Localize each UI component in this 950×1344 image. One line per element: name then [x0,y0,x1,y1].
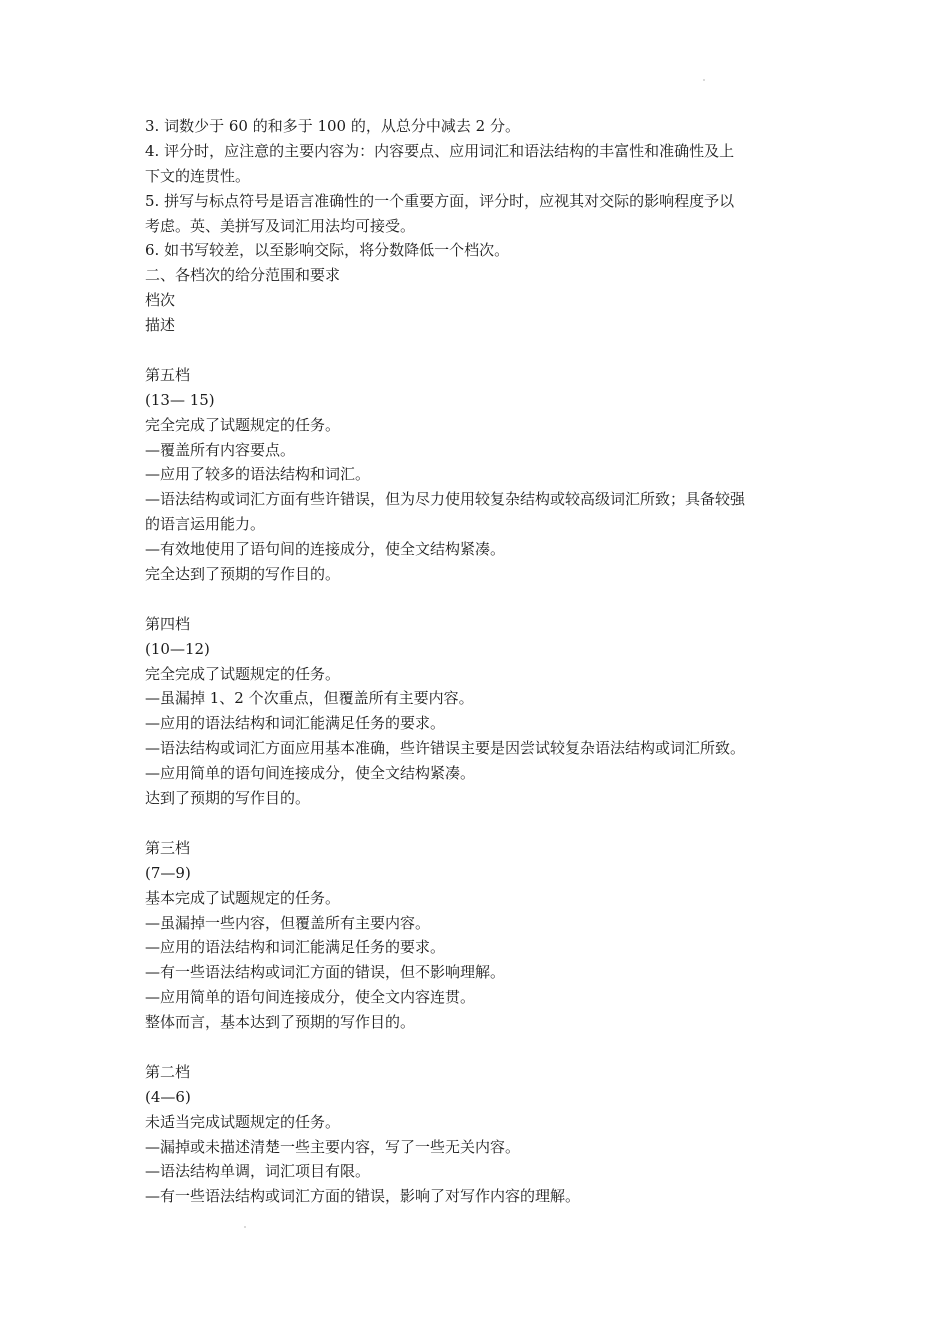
grade-line: —应用的语法结构和词汇能满足任务的要求。 [145,714,446,733]
grade-line: 完全完成了试题规定的任务。 [145,664,341,683]
grade-range: (10—12) [145,639,210,658]
grade-line: —虽漏掉 1、2 个次重点，但覆盖所有主要内容。 [145,689,474,708]
rules-list [145,114,825,263]
grade-block-4 [145,612,825,811]
grade-name: 第二档 [145,1062,191,1081]
grade-name: 第四档 [145,614,191,633]
description-header: 描述 [145,316,176,335]
grade-line: —有效地使用了语句间的连接成分，使全文结构紧凑。 [145,540,506,559]
grade-line: 的语言运用能力。 [145,515,266,534]
grade-line: 完全达到了预期的写作目的。 [145,565,341,584]
grade-line: —覆盖所有内容要点。 [145,440,296,459]
rule-line: 6. 如书写较差，以至影响交际，将分数降低一个档次。 [145,241,510,260]
level-header: 档次 [145,291,176,310]
grade-line: —语法结构或词汇方面应用基本准确，些许错误主要是因尝试较复杂语法结构或词汇所致。 [145,739,746,758]
rule-line: 3. 词数少于 60 的和多于 100 的，从总分中减去 2 分。 [145,117,520,135]
document-page [145,114,825,1209]
grade-range: (13— 15) [145,390,215,409]
spacer [145,1035,825,1060]
rule-line: 考虑。英、美拼写及词汇用法均可接受。 [145,216,416,235]
grade-line: —虽漏掉一些内容，但覆盖所有主要内容。 [145,913,431,932]
grade-line: 基本完成了试题规定的任务。 [145,888,341,907]
grade-block-3 [145,836,825,1035]
grade-line: 达到了预期的写作目的。 [145,789,311,808]
grade-line: —应用了较多的语法结构和词汇。 [145,465,371,484]
grade-line: —有一些语法结构或词汇方面的错误，但不影响理解。 [145,963,506,982]
rule-line: 4. 评分时，应注意的主要内容为：内容要点、应用词汇和语法结构的丰富性和准确性及上 [145,141,735,160]
grade-line: 完全完成了试题规定的任务。 [145,415,341,434]
grade-range: (4—6) [145,1087,191,1106]
spacer [145,587,825,612]
spacer [145,811,825,836]
scan-speck [244,1226,246,1228]
grade-block-2 [145,1060,825,1209]
grade-block-5 [145,363,825,587]
grade-line: —应用简单的语句间连接成分，使全文结构紧凑。 [145,764,476,783]
spacer [145,338,825,363]
grade-name: 第五档 [145,365,191,384]
grade-line: —语法结构单调，词汇项目有限。 [145,1162,371,1181]
rule-line: 5. 拼写与标点符号是语言准确性的一个重要方面，评分时，应视其对交际的影响程度予以 [145,191,735,210]
grade-line: 整体而言，基本达到了预期的写作目的。 [145,1013,416,1032]
scan-speck [703,79,705,81]
grade-name: 第三档 [145,838,191,857]
grade-range: (7—9) [145,863,191,882]
grade-line: —有一些语法结构或词汇方面的错误，影响了对写作内容的理解。 [145,1187,581,1206]
grade-line: —漏掉或未描述清楚一些主要内容，写了一些无关内容。 [145,1137,521,1156]
grade-line: —应用简单的语句间连接成分，使全文内容连贯。 [145,988,476,1007]
grade-line: 未适当完成试题规定的任务。 [145,1112,341,1131]
rule-line: 下文的连贯性。 [145,166,251,185]
section-heading: 二、各档次的给分范围和要求 [145,266,341,285]
grade-line: —语法结构或词汇方面有些许错误，但为尽力使用较复杂结构或较高级词汇所致；具备较强 [145,490,746,509]
grade-line: —应用的语法结构和词汇能满足任务的要求。 [145,938,446,957]
